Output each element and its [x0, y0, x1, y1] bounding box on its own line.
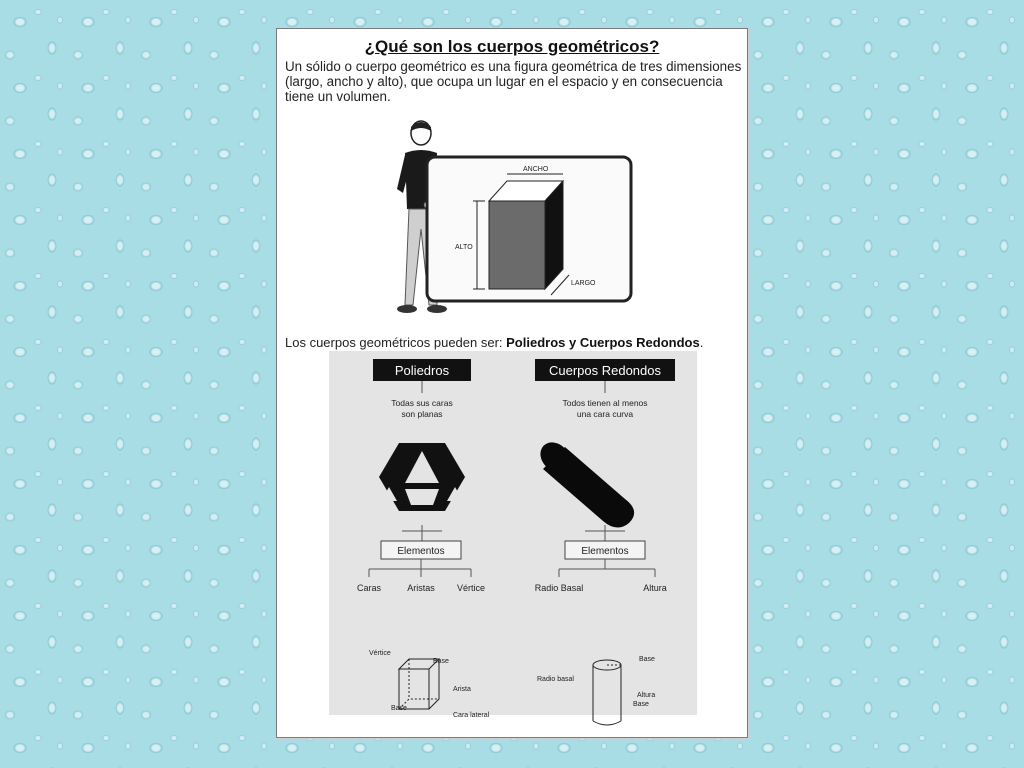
dimensions-illustration — [385, 119, 635, 329]
label-radio-basal: Radio basal — [537, 676, 574, 683]
document-sheet — [276, 28, 748, 738]
label-base-top-cyl: Base — [639, 656, 655, 663]
poliedros-header: Poliedros — [394, 363, 450, 378]
cylinder-diagram — [593, 660, 621, 725]
poliedros-desc-1: Todas sus caras — [391, 398, 453, 408]
poliedros-elements: Elementos — [397, 546, 445, 557]
label-arista: Arista — [453, 686, 471, 693]
redondos-desc-2: una cara curva — [576, 409, 634, 419]
poliedros-item-aristas: Aristas — [407, 583, 435, 593]
label-alto: ALTO — [455, 244, 473, 251]
intro-paragraph: Un sólido o cuerpo geométrico es una figura geométrica de tres dimensiones (largo, ancho y alto), que ocupa un lugar en el espacio y en consecuencia tiene un volumen. — [285, 59, 742, 104]
redondos-item-radio-basal: Radio Basal — [534, 583, 584, 593]
label-cara-lateral: Cara lateral — [453, 712, 490, 719]
label-base-bottom-poly: Base — [391, 705, 407, 712]
redondos-item-altura: Altura — [643, 583, 667, 593]
classification-chart — [329, 351, 697, 719]
poliedros-desc-2: son planas — [401, 409, 443, 419]
cylinder-shape — [534, 436, 634, 527]
types-sentence: Los cuerpos geométricos pueden ser: Poliedros y Cuerpos Redondos. — [285, 335, 704, 350]
redondos-desc-1: Todos tienen al menos — [562, 398, 648, 408]
prism-diagram — [399, 659, 439, 709]
page-title: ¿Qué son los cuerpos geométricos? — [364, 37, 660, 56]
label-altura: Altura — [637, 692, 656, 699]
redondos-elements: Elementos — [581, 546, 629, 557]
label-base-bottom-cyl: Base — [633, 701, 649, 708]
label-base-top-poly: Base — [433, 658, 449, 665]
types-bold: Poliedros y Cuerpos Redondos — [506, 335, 700, 350]
label-largo: LARGO — [571, 280, 596, 287]
poliedros-item-caras: Caras — [356, 583, 382, 593]
label-ancho: ANCHO — [523, 166, 549, 173]
prism-front — [489, 201, 545, 289]
polyhedron-shape — [379, 443, 465, 511]
label-vertice: Vértice — [369, 650, 391, 657]
poliedros-item-vertice: Vértice — [456, 583, 486, 593]
redondos-header: Cuerpos Redondos — [548, 363, 662, 378]
